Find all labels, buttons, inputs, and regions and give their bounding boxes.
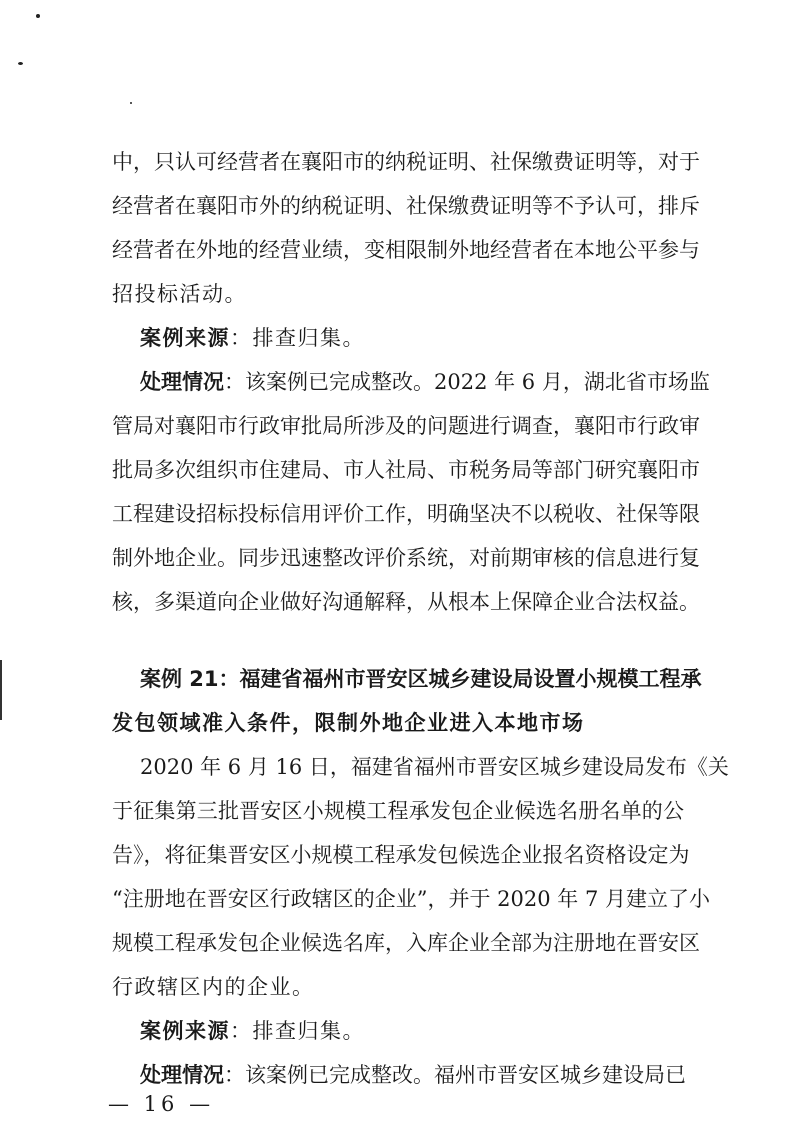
case-source-label: 案例来源 xyxy=(140,1019,230,1043)
handling-text: ：该案例已完成整改。2022 年 6 月，湖北省市场监 xyxy=(224,370,710,394)
body-line: 管局对襄阳市行政审批局所涉及的问题进行调查，襄阳市行政审 xyxy=(112,414,700,438)
body-line: 规模工程承发包企业候选名库，入库企业全部为注册地在晋安区 xyxy=(112,931,700,955)
body-line: 2020 年 6 月 16 日，福建省福州市晋安区城乡建设局发布《关 xyxy=(140,755,729,779)
scan-speck xyxy=(18,62,23,65)
body-line: 经营者在外地的经营业绩，变相限制外地经营者在本地公平参与 xyxy=(112,238,700,262)
scan-speck xyxy=(36,14,40,18)
handling-label: 处理情况 xyxy=(140,370,224,394)
handling-line xyxy=(140,1061,684,1089)
case-source xyxy=(140,1017,365,1045)
body-line: 中，只认可经营者在襄阳市的纳税证明、社保缴费证明等，对于 xyxy=(112,150,700,174)
body-line: 制外地企业。同步迅速整改评价系统，对前期审核的信息进行复 xyxy=(112,546,700,570)
case-source-text: ：排查归集。 xyxy=(230,1019,365,1043)
case-title: 案例 21：福建省福州市晋安区城乡建设局设置小规模工程承 xyxy=(140,667,702,691)
case-title: 发包领域准入条件，限制外地企业进入本地市场 xyxy=(112,711,585,735)
page-number: — 16 — xyxy=(108,1092,215,1116)
scan-edge xyxy=(0,660,2,720)
scan-speck xyxy=(130,102,132,104)
case-source xyxy=(140,324,365,352)
body-line: 经营者在襄阳市外的纳税证明、社保缴费证明等不予认可，排斥 xyxy=(112,194,700,218)
body-line: 批局多次组织市住建局、市人社局、市税务局等部门研究襄阳市 xyxy=(112,458,700,482)
case-source-text: ：排查归集。 xyxy=(230,326,365,350)
handling-line xyxy=(140,368,710,396)
handling-label: 处理情况 xyxy=(140,1063,224,1087)
body-line: 于征集第三批晋安区小规模工程承发包企业候选名册名单的公 xyxy=(112,799,684,823)
body-line: 工程建设招标投标信用评价工作，明确坚决不以税收、社保等限 xyxy=(112,502,700,526)
case-source-label: 案例来源 xyxy=(140,326,230,350)
body-line: 行政辖区内的企业。 xyxy=(112,975,315,999)
handling-text: ：该案例已完成整改。福州市晋安区城乡建设局已 xyxy=(224,1063,686,1087)
body-line: 核，多渠道向企业做好沟通解释，从根本上保障企业合法权益。 xyxy=(112,590,700,614)
body-line: 告》，将征集晋安区小规模工程承发包候选企业报名资格设定为 xyxy=(112,843,690,867)
body-line: 招投标活动。 xyxy=(112,282,247,306)
body-line: “注册地在晋安区行政辖区的企业”，并于 2020 年 7 月建立了小 xyxy=(112,887,710,911)
